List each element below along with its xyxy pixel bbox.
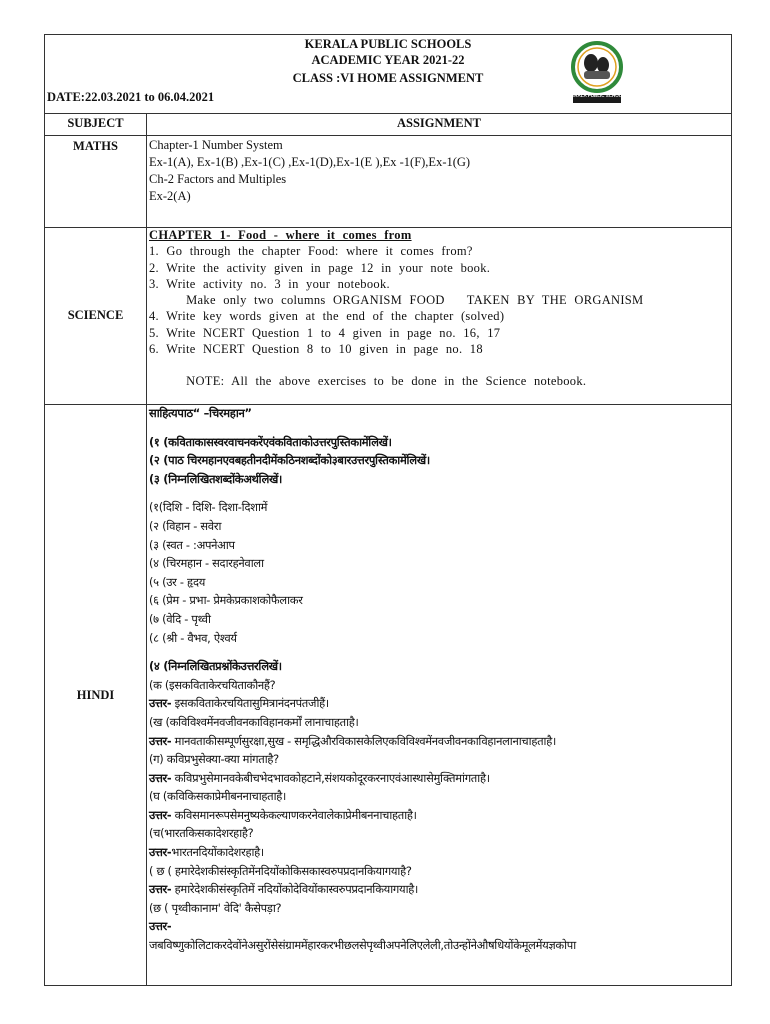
answer-text: कविसमानरूपसेमनुष्यकेकल्याणकरनेवालेकाप्रेमीबननाचाहताहै।: [171, 807, 417, 822]
col-subject: SUBJECT: [67, 116, 124, 130]
col-assignment: ASSIGNMENT: [396, 116, 482, 130]
hindi-question: (ग) कविप्रभुसेक्या-क्या मांगताहै?: [149, 752, 279, 767]
hindi-answer: [149, 843, 729, 862]
hindi-question: (छ ( पृथ्वीकानाम' वेदि' कैसेपड़ा?: [149, 900, 282, 915]
hindi-question: ( छ ( हमारेदेशकीसंस्कृतिमेंनदियोंकोकिसकास्वरुपप्रदानकियागयाहै?: [149, 863, 412, 878]
answer-label: उत्तर-: [149, 845, 172, 860]
maths-row: [45, 135, 731, 228]
maths-line: Ex-1(A), Ex-1(B) ,Ex-1(C) ,Ex-1(D),Ex-1(E ),Ex -1(F),Ex-1(G): [149, 155, 471, 169]
hindi-task: (३ (निम्नलिखितशब्दोंकेअर्थलिखें।: [149, 471, 283, 486]
hindi-assignment: [149, 404, 729, 955]
answer-text: मानवताकीसम्पूर्णसुरक्षा,सुख - समृद्धिऔरविकासकेलिएकविविश्वमेंनवजीवनकाविहानलानाचाहताहै।: [171, 733, 556, 748]
science-row: [45, 227, 731, 405]
class-line: CLASS :VI HOME ASSIGNMENT: [292, 71, 484, 85]
hindi-question: (घ (कविकिसकाप्रेमीबननाचाहताहै।: [149, 789, 287, 804]
science-line: Make only two columns ORGANISM FOOD TAKEN BY THE ORGANISM: [149, 293, 644, 308]
hindi-answer: [149, 732, 729, 751]
hindi-answer: [149, 806, 729, 825]
header: [45, 35, 731, 114]
science-line: 4. Write key words given at the end of the chapter (solved): [149, 309, 505, 324]
hindi-question: (च(भारतकिसकादेशरहाहै?: [149, 826, 254, 841]
hindi-word: (५ (उर - हृदय: [149, 574, 206, 589]
answer-text: हमारेदेशकीसंस्कृतिमें नदियोंकोदेवियोंकास्वरुपप्रदानकियागयाहै।: [171, 882, 419, 897]
answer-label: उत्तर-: [149, 807, 172, 822]
hindi-word: (४ (चिरमहान - सदारहनेवाला: [149, 556, 264, 571]
hindi-qa-heading: (४ (निम्नलिखितप्रश्नोंकेउत्तरलिखें।: [149, 659, 282, 674]
date-range: DATE:22.03.2021 to 06.04.2021: [47, 90, 215, 104]
hindi-question: (ख (कविविश्वमेंनवजीवनकाविहानकर्मों लानाचाहताहै।: [149, 714, 359, 729]
science-line: 3. Write activity no. 3 in your notebook.: [149, 276, 390, 291]
hindi-answer: [149, 769, 729, 788]
hindi-task: (२ (पाठ चिरमहानएवबहतीनदीमेंकठिनशब्दोंको३बारउत्तरपुस्तिकामेंलिखें।: [149, 453, 430, 468]
science-line: 5. Write NCERT Question 1 to 4 given in page no. 16, 17: [149, 325, 501, 340]
subject-maths: MATHS: [73, 139, 118, 153]
hindi-task: (१ (कविताकासस्वरवाचनकरेंएवंकविताकोउत्तरपुस्तिकामेंलिखें।: [149, 434, 392, 449]
science-line: 6. Write NCERT Question 8 to 10 given in page no. 18: [149, 342, 483, 357]
answer-text: इसकविताकेरचयितासुमित्रानंदनपंतजीहैं।: [171, 696, 329, 711]
hindi-title: साहित्यपाठ“ –चिरमहान”: [149, 406, 252, 420]
answer-label: उत्तर-: [149, 770, 172, 785]
maths-assignment: [149, 137, 729, 205]
hindi-answer: [149, 694, 729, 713]
hindi-word: (७ (वेदि - पृथ्वी: [149, 611, 211, 626]
hindi-word: (२ (विहान - सवेरा: [149, 518, 222, 533]
table-header: [45, 113, 731, 136]
hindi-word: (६ (प्रेम - प्रभा- प्रेमकेप्रकाशकोफैलाकर: [149, 593, 303, 608]
school-name: KERALA PUBLIC SCHOOLS: [304, 37, 472, 51]
maths-line: Ch-2 Factors and Multiples: [149, 172, 287, 186]
hindi-question: (क (इसकविताकेरचयिताकौनहैं?: [149, 677, 276, 692]
hindi-word: (३ (स्वत - :अपनेआप: [149, 537, 235, 552]
science-heading: CHAPTER 1- Food - where it comes from: [149, 228, 412, 242]
answer-label: उत्तर-: [149, 696, 172, 711]
science-note: NOTE: All the above exercises to be done in the Science notebook.: [149, 374, 587, 389]
answer-label: उत्तर-: [149, 882, 172, 897]
hindi-word: (८ (श्री - वैभव, ऐश्वर्य: [149, 630, 237, 645]
academic-year: ACADEMIC YEAR 2021-22: [311, 53, 465, 67]
logo-caption: KERALA PUBLIC SCHOOLS: [567, 93, 629, 98]
hindi-answer: [149, 880, 729, 899]
hindi-last-line: जबविष्णुकोलिटाकरदेवोंनेअसुरोंसेसंग्राममेंहारकरभीछलसेपृथ्वीअपनेलिएलेली,तोउन्होंनेऔषधियोंकेमूलमेंयज्ञकोपा: [149, 938, 576, 953]
hindi-row: [45, 404, 731, 986]
science-line: 1. Go through the chapter Food: where it comes from?: [149, 244, 473, 259]
answer-text: कविप्रभुसेमानवकेबीचभेदभावकोहटाने,संशयकोदूरकरनाएवंआस्थासेमुक्तिमांगताहै।: [171, 770, 490, 785]
hindi-answer: [149, 917, 729, 936]
answer-text: भारतनदियोंकादेशरहाहै।: [171, 845, 264, 860]
maths-line: Ex-2(A): [149, 189, 191, 203]
hindi-word: (१(दिशि - दिशि- दिशा-दिशामें: [149, 500, 268, 515]
assignment-sheet: [44, 34, 732, 986]
subject-science: SCIENCE: [67, 308, 124, 322]
science-assignment: [149, 227, 729, 390]
answer-label: उत्तर-: [149, 919, 172, 934]
subject-hindi: HINDI: [76, 688, 115, 702]
maths-line: Chapter-1 Number System: [149, 138, 283, 152]
science-line: 2. Write the activity given in page 12 in your note book.: [149, 260, 491, 275]
answer-label: उत्तर-: [149, 733, 172, 748]
